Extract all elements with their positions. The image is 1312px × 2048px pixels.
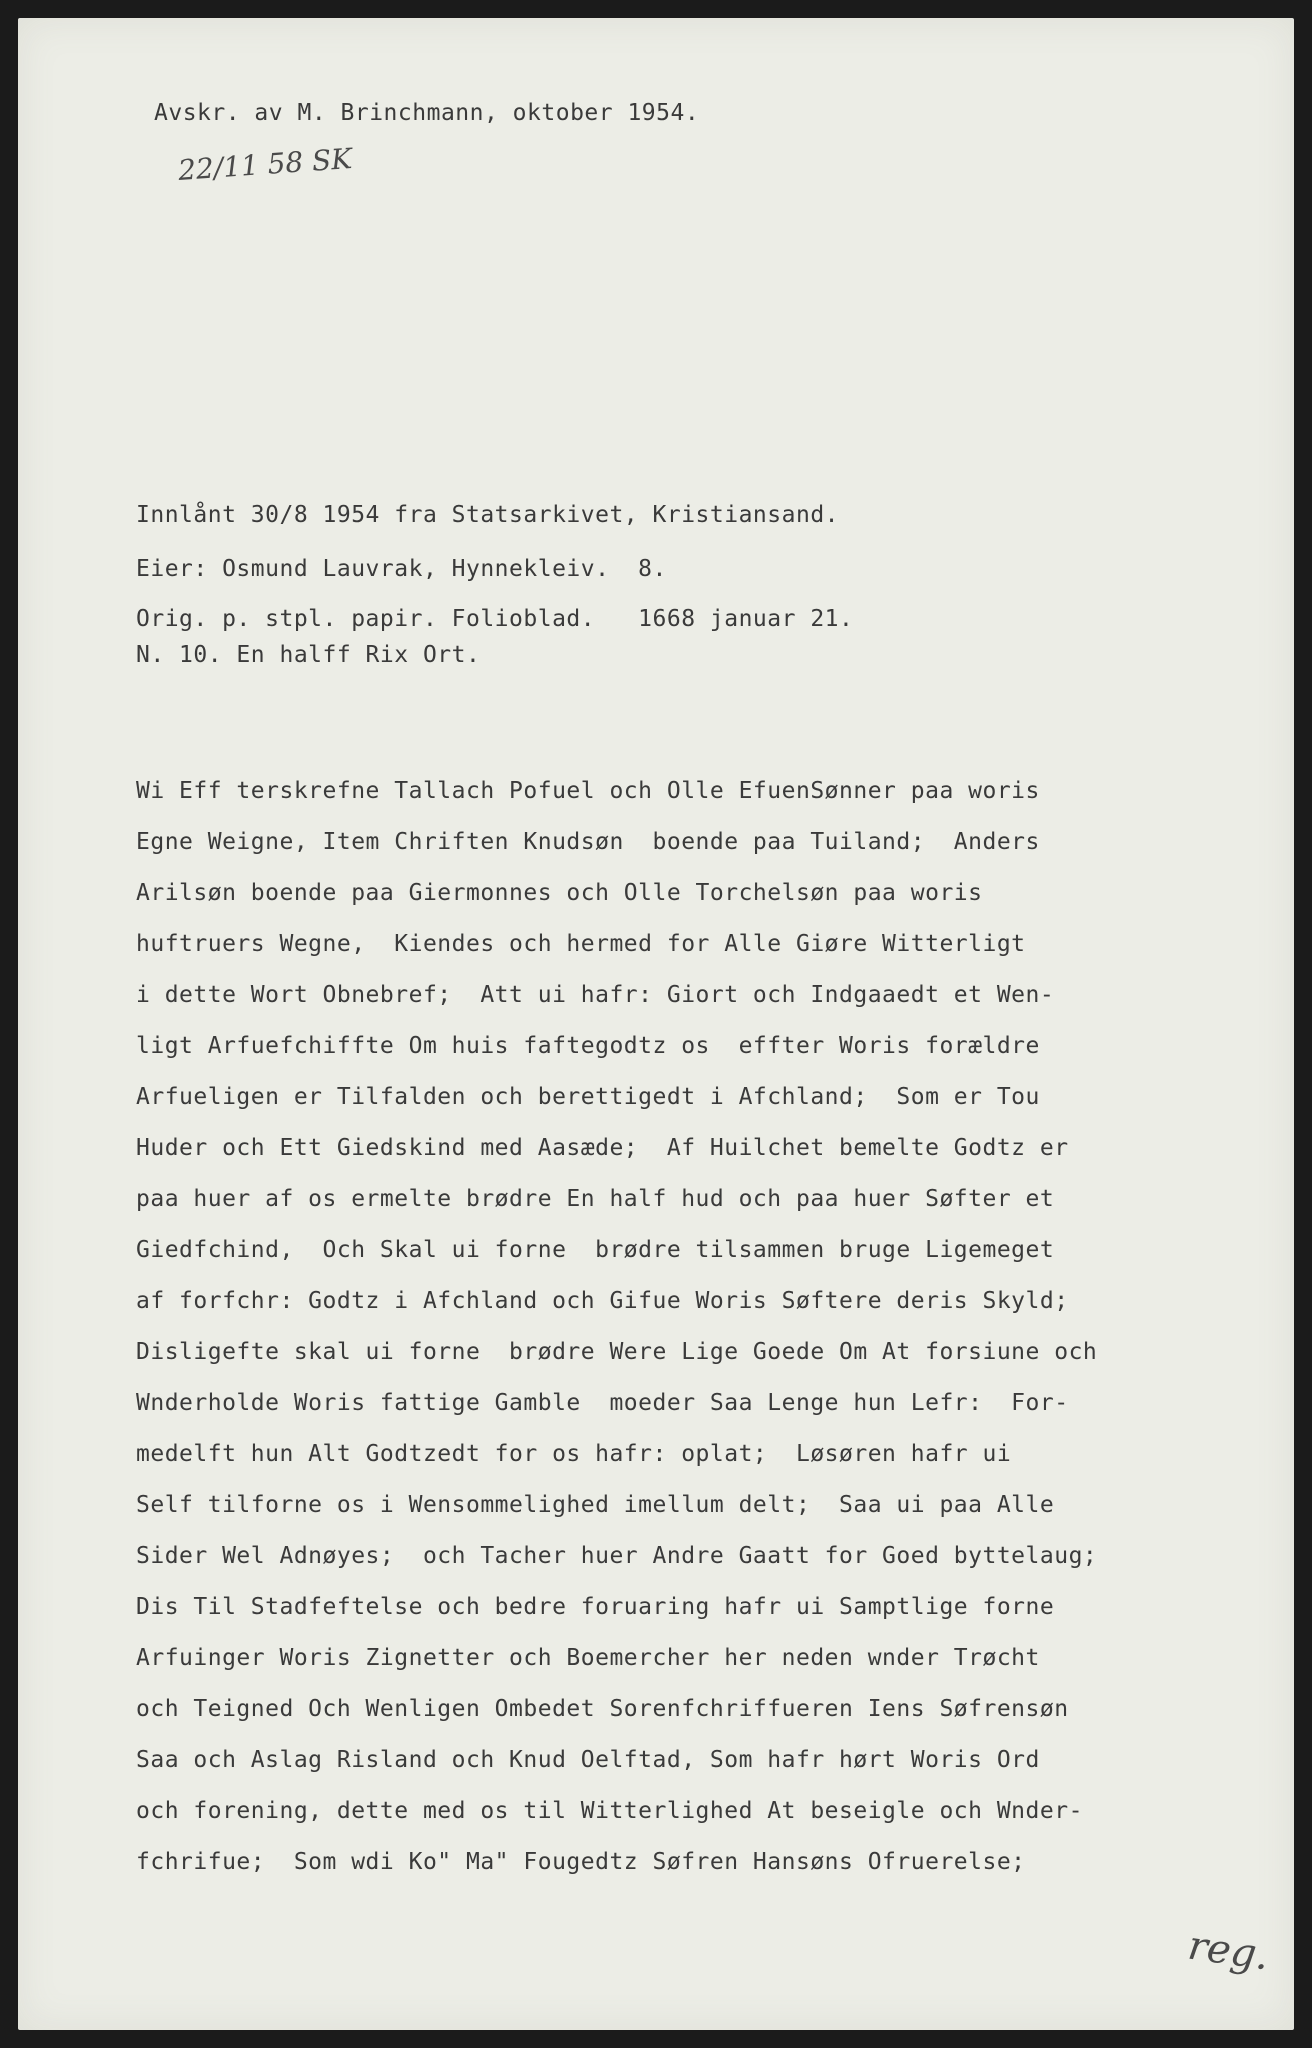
body-line: Arilsøn boende paa Giermonnes och Olle Torchelsøn paa woris [136,880,983,906]
meta-line-loan: Innlånt 30/8 1954 fra Statsarkivet, Kristiansand. [136,502,840,528]
body-line: Arfueligen er Tilfalden och berettigedt i Afchland; Som er Tou [136,1084,1040,1110]
handwritten-date-note: 22/11 58 SK [177,141,354,188]
meta-line-number: N. 10. En halff Rix Ort. [136,642,481,668]
body-line: Egne Weigne, Item Chriften Knudsøn boende paa Tuiland; Anders [136,829,1040,855]
body-line: af forfchr: Godtz i Afchland och Gifue Woris Søftere deris Skyld; [136,1288,1069,1314]
meta-line-owner: Eier: Osmund Lauvrak, Hynnekleiv. 8. [136,556,667,582]
body-line: och forening, dette med os til Witterlighed At beseigle och Wnder- [136,1798,1083,1824]
body-line: Arfuinger Woris Zignetter och Boemercher her neden wnder Trøcht [136,1645,1040,1671]
body-line: Disligefte skal ui forne brødre Were Lige Goede Om At forsiune och [136,1339,1098,1365]
body-line: Wi Eff terskrefne Tallach Pofuel och Olle EfuenSønner paa woris [136,778,1040,804]
body-line: Sider Wel Adnøyes; och Tacher huer Andre Gaatt for Goed byttelaug; [136,1543,1098,1569]
handwritten-reg-mark: reg. [1185,1922,1272,1980]
body-line: Dis Til Stadfeftelse och bedre foruaring hafr ui Samptlige forne [136,1594,1055,1620]
body-line: Giedfchind, Och Skal ui forne brødre tilsammen bruge Ligemeget [136,1237,1055,1263]
transcription-note: Avskr. av M. Brinchmann, oktober 1954. [154,100,700,126]
meta-line-original: Orig. p. stpl. papir. Folioblad. 1668 januar 21. [136,606,854,632]
body-line: Saa och Aslag Risland och Knud Oelftad, Som hafr hørt Woris Ord [136,1747,1040,1773]
document-page [18,18,1294,2030]
body-line: paa huer af os ermelte brødre En half hud och paa huer Søfter et [136,1186,1055,1212]
body-line: Wnderholde Woris fattige Gamble moeder Saa Lenge hun Lefr: For- [136,1390,1069,1416]
body-line: Self tilforne os i Wensommelighed imellum delt; Saa ui paa Alle [136,1492,1055,1518]
body-line: och Teigned Och Wenligen Ombedet Sorenfchriffueren Iens Søfrensøn [136,1696,1069,1722]
document-body [136,766,1097,1888]
body-line: medelft hun Alt Godtzedt for os hafr: oplat; Løsøren hafr ui [136,1441,1012,1467]
body-line: fchrifue; Som wdi Ko" Ma" Fougedtz Søfren Hansøns Ofruerelse; [136,1849,1026,1875]
body-line: ligt Arfuefchiffte Om huis faftegodtz os effter Woris forældre [136,1033,1040,1059]
body-line: Huder och Ett Giedskind med Aasæde; Af Huilchet bemelte Godtz er [136,1135,1069,1161]
body-line: i dette Wort Obnebref; Att ui hafr: Giort och Indgaaedt et Wen- [136,982,1055,1008]
body-line: huftruers Wegne, Kiendes och hermed for Alle Giøre Witterligt [136,931,1026,957]
